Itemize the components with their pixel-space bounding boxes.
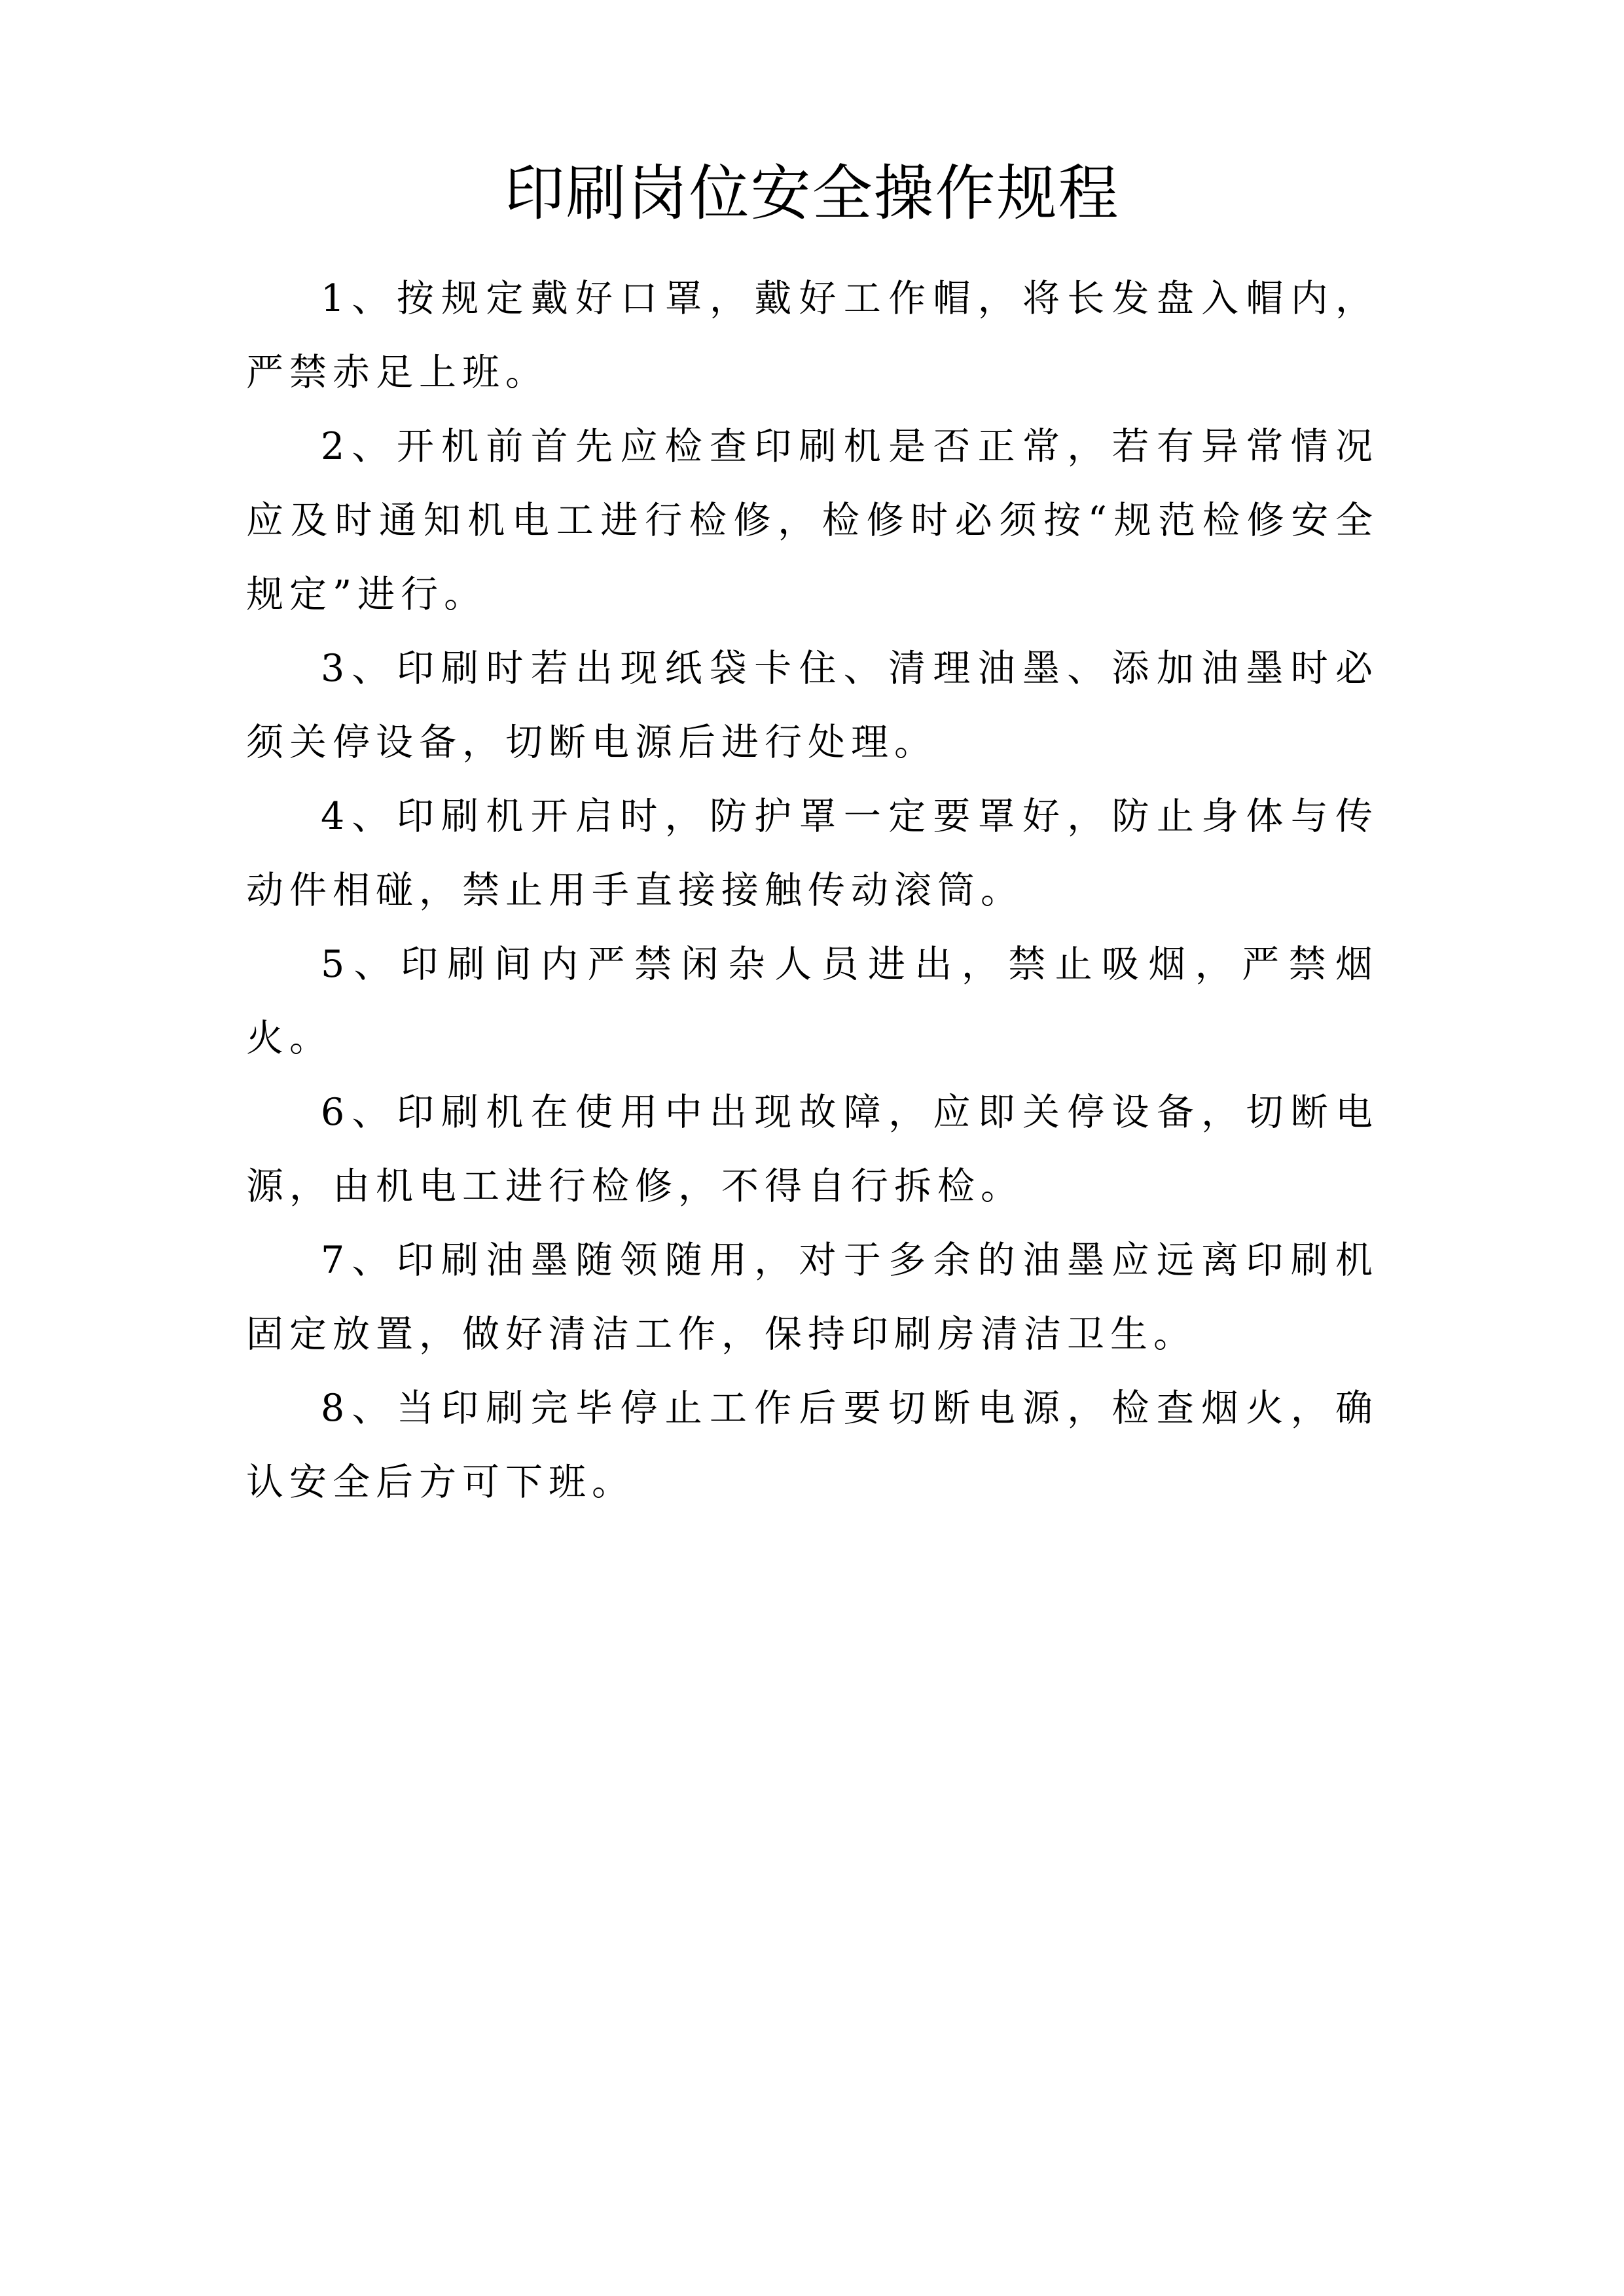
paragraph-1: 1、按规定戴好口罩，戴好工作帽，将长发盘入帽内，严禁赤足上班。: [246, 277, 1379, 394]
document-title: 印刷岗位安全操作规程: [504, 158, 1120, 228]
paragraph-8: 8、当印刷完毕停止工作后要切断电源，检查烟火，确认安全后方可下班。: [246, 1387, 1379, 1504]
paragraph-7: 7、印刷油墨随领随用，对于多余的油墨应远离印刷机固定放置，做好清洁工作，保持印刷房清洁卫生。: [246, 1239, 1379, 1356]
paragraph-3: 3、印刷时若出现纸袋卡住、清理油墨、添加油墨时必须关停设备，切断电源后进行处理。: [246, 647, 1379, 764]
paragraph-4: 4、印刷机开启时，防护罩一定要罩好，防止身体与传动件相碰，禁止用手直接接触传动滚筒。: [246, 795, 1379, 912]
document-body: [246, 262, 1379, 1520]
paragraph-2: 2、开机前首先应检查印刷机是否正常，若有异常情况应及时通知机电工进行检修，检修时必须按“规范检修安全规定”进行。: [246, 425, 1379, 616]
paragraph-6: 6、印刷机在使用中出现故障，应即关停设备，切断电源，由机电工进行检修，不得自行拆检。: [246, 1091, 1379, 1208]
paragraph-5: 5、印刷间内严禁闲杂人员进出，禁止吸烟，严禁烟火。: [246, 943, 1379, 1060]
